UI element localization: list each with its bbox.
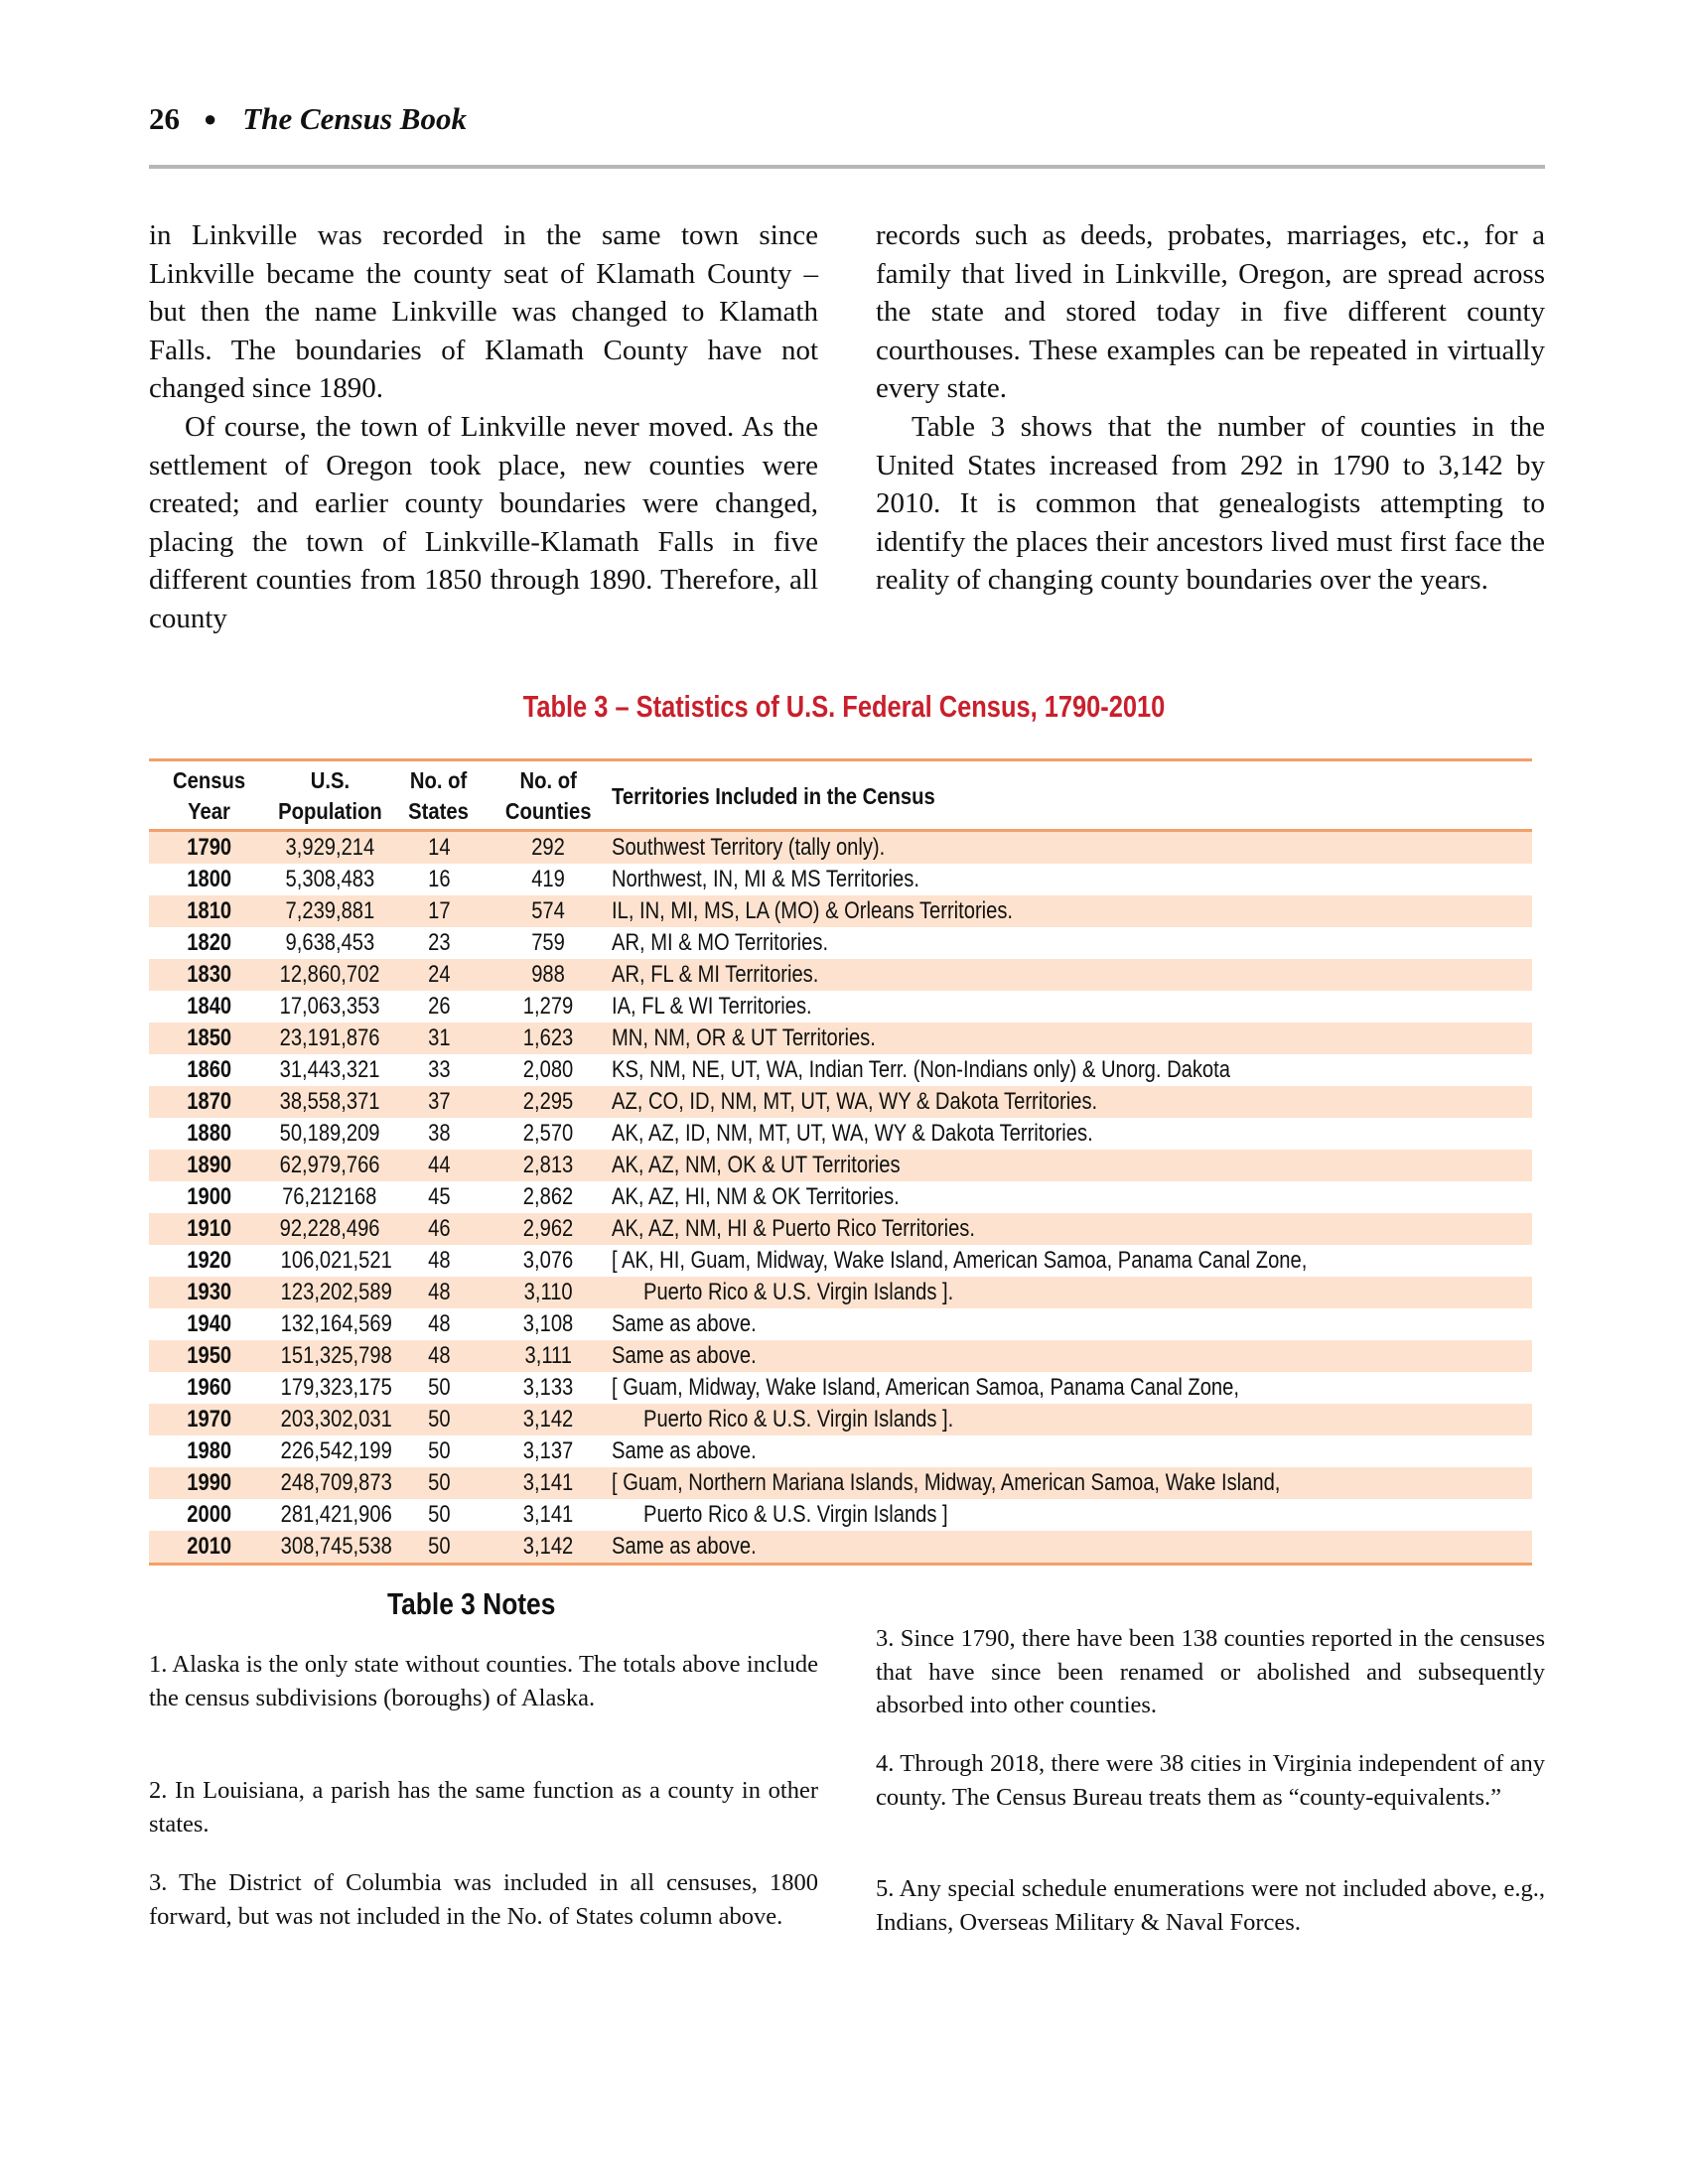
cell-states: 50 bbox=[427, 1374, 451, 1401]
table-row bbox=[149, 927, 1532, 959]
column-header-population: U.S. Population bbox=[270, 761, 389, 831]
note-left-2: 2. In Louisiana, a parish has the same function as a county in other states. bbox=[149, 1777, 818, 1838]
cell-territories: MN, NM, OR & UT Territories. bbox=[608, 1023, 1532, 1054]
table-row bbox=[149, 1340, 1532, 1372]
cell-counties: 3,141 bbox=[522, 1501, 574, 1528]
table-row bbox=[149, 864, 1532, 895]
cell-counties: 988 bbox=[489, 959, 608, 991]
cell-counties: 2,813 bbox=[489, 1150, 608, 1181]
body-column-left bbox=[149, 216, 818, 638]
cell-counties: 2,295 bbox=[489, 1086, 608, 1118]
cell-population: 106,021,521 bbox=[280, 1247, 392, 1274]
notes-title: Table 3 Notes bbox=[387, 1586, 556, 1621]
note-left-1: 1. Alaska is the only state without counties. The totals above include the census subdivisions (boroughs) of Alaska. bbox=[149, 1651, 818, 1711]
cell-population: 226,542,199 bbox=[280, 1437, 392, 1464]
cell-states: 48 bbox=[389, 1277, 489, 1308]
cell-territories: AK, AZ, NM, HI & Puerto Rico Territories. bbox=[608, 1213, 1532, 1245]
note-right-3: 5. Any special schedule enumerations were not included above, e.g., Indians, Overseas Military & Naval Forces. bbox=[876, 1875, 1545, 1936]
cell-territories: Puerto Rico & U.S. Virgin Islands ]. bbox=[608, 1404, 1532, 1435]
cell-states: 38 bbox=[427, 1120, 451, 1147]
cell-population: 179,323,175 bbox=[280, 1374, 392, 1401]
cell-states: 14 bbox=[389, 831, 489, 865]
cell-states: 50 bbox=[389, 1531, 489, 1563]
cell-population: 281,421,906 bbox=[280, 1501, 392, 1528]
cell-year: 1960 bbox=[187, 1374, 232, 1401]
cell-population: 31,443,321 bbox=[279, 1056, 380, 1083]
cell-year: 1840 bbox=[187, 993, 232, 1020]
cell-counties: 3,111 bbox=[489, 1340, 608, 1372]
cell-year: 1800 bbox=[187, 866, 232, 892]
body-paragraph: Table 3 shows that the number of counties in the United States increased from 292 in 1790 to 3,142 by 2010. It is common that genealogists attempting to identify the places their ancestors lived must first face the reality of changing county boundaries over the years. bbox=[876, 410, 1545, 597]
cell-population: 17,063,353 bbox=[279, 993, 380, 1020]
cell-states: 50 bbox=[389, 1404, 489, 1435]
cell-population: 76,212168 bbox=[282, 1183, 377, 1210]
running-header bbox=[149, 101, 467, 137]
column-header-counties: No. of Counties bbox=[489, 761, 608, 831]
cell-territories: AK, AZ, HI, NM & OK Territories. bbox=[612, 1183, 900, 1210]
cell-population: 248,709,873 bbox=[270, 1467, 389, 1499]
cell-population: 38,558,371 bbox=[270, 1086, 389, 1118]
cell-territories: AR, MI & MO Territories. bbox=[612, 929, 829, 956]
cell-states: 24 bbox=[389, 959, 489, 991]
bullet-separator: ● bbox=[204, 106, 217, 131]
cell-counties: 419 bbox=[531, 866, 565, 892]
cell-states: 37 bbox=[389, 1086, 489, 1118]
body-column-right bbox=[876, 216, 1545, 600]
cell-territories: IL, IN, MI, MS, LA (MO) & Orleans Territories. bbox=[608, 895, 1532, 927]
cell-territories: Same as above. bbox=[612, 1310, 757, 1337]
note-right-2: 4. Through 2018, there were 38 cities in Virginia independent of any county. The Census Bureau treats them as “county-equivalents.” bbox=[876, 1750, 1545, 1811]
header-rule bbox=[149, 165, 1545, 169]
table-row bbox=[149, 1372, 1532, 1404]
cell-states: 26 bbox=[427, 993, 451, 1020]
cell-states: 17 bbox=[389, 895, 489, 927]
cell-counties: 2,862 bbox=[522, 1183, 574, 1210]
census-table-frame bbox=[149, 758, 1532, 1566]
cell-territories: Puerto Rico & U.S. Virgin Islands ] bbox=[643, 1501, 948, 1528]
column-header-year: Census Year bbox=[149, 761, 270, 831]
cell-territories: AK, AZ, ID, NM, MT, UT, WA, WY & Dakota Territories. bbox=[612, 1120, 1093, 1147]
table-row bbox=[149, 1499, 1532, 1531]
table-row bbox=[149, 959, 1532, 991]
cell-year: 1980 bbox=[187, 1437, 232, 1464]
cell-territories: KS, NM, NE, UT, WA, Indian Terr. (Non-Indians only) & Unorg. Dakota bbox=[612, 1056, 1230, 1083]
cell-states: 46 bbox=[389, 1213, 489, 1245]
cell-counties: 3,133 bbox=[522, 1374, 574, 1401]
cell-states: 50 bbox=[427, 1501, 451, 1528]
cell-territories: Same as above. bbox=[612, 1437, 757, 1464]
table-row bbox=[149, 1531, 1532, 1563]
cell-year: 1970 bbox=[149, 1404, 270, 1435]
cell-counties: 2,962 bbox=[489, 1213, 608, 1245]
cell-population: 62,979,766 bbox=[270, 1150, 389, 1181]
table-row bbox=[149, 1181, 1532, 1213]
cell-states: 50 bbox=[427, 1437, 451, 1464]
cell-population: 132,164,569 bbox=[280, 1310, 392, 1337]
table-row bbox=[149, 1277, 1532, 1308]
cell-states: 48 bbox=[427, 1310, 451, 1337]
cell-territories: Puerto Rico & U.S. Virgin Islands ]. bbox=[608, 1277, 1532, 1308]
cell-population: 308,745,538 bbox=[270, 1531, 389, 1563]
cell-territories: Southwest Territory (tally only). bbox=[608, 831, 1532, 865]
cell-counties: 3,142 bbox=[489, 1531, 608, 1563]
note-right-1: 3. Since 1790, there have been 138 counties reported in the censuses that have since been renamed or abolished and subsequently absorbed into other counties. bbox=[876, 1625, 1545, 1718]
cell-counties: 1,623 bbox=[489, 1023, 608, 1054]
cell-year: 1930 bbox=[149, 1277, 270, 1308]
table-row bbox=[149, 1404, 1532, 1435]
table-row bbox=[149, 1150, 1532, 1181]
cell-territories: AZ, CO, ID, NM, MT, UT, WA, WY & Dakota Territories. bbox=[608, 1086, 1532, 1118]
cell-counties: 2,080 bbox=[522, 1056, 574, 1083]
cell-states: 23 bbox=[427, 929, 451, 956]
body-paragraph: Of course, the town of Linkville never moved. As the settlement of Oregon took place, new counties were created; and earlier county boundaries were changed, placing the town of Linkville-Klamath Falls in five different counties from 1850 through 1890. Therefore, all county bbox=[149, 410, 818, 634]
cell-states: 33 bbox=[427, 1056, 451, 1083]
cell-population: 151,325,798 bbox=[270, 1340, 389, 1372]
cell-year: 1790 bbox=[149, 831, 270, 865]
cell-year: 2010 bbox=[149, 1531, 270, 1563]
cell-counties: 2,570 bbox=[522, 1120, 574, 1147]
table-row bbox=[149, 991, 1532, 1023]
cell-territories: [ Guam, Northern Mariana Islands, Midway, American Samoa, Wake Island, bbox=[608, 1467, 1532, 1499]
cell-territories: Same as above. bbox=[608, 1340, 1532, 1372]
cell-year: 1890 bbox=[149, 1150, 270, 1181]
cell-year: 1810 bbox=[149, 895, 270, 927]
table-row bbox=[149, 1086, 1532, 1118]
table-row bbox=[149, 1118, 1532, 1150]
census-statistics-table bbox=[149, 761, 1532, 1563]
cell-population: 92,228,496 bbox=[270, 1213, 389, 1245]
cell-year: 1910 bbox=[149, 1213, 270, 1245]
cell-year: 1950 bbox=[149, 1340, 270, 1372]
cell-territories: Same as above. bbox=[608, 1531, 1532, 1563]
cell-counties: 759 bbox=[531, 929, 565, 956]
book-title: The Census Book bbox=[242, 101, 467, 136]
cell-year: 1830 bbox=[149, 959, 270, 991]
cell-year: 1940 bbox=[187, 1310, 232, 1337]
cell-states: 48 bbox=[389, 1340, 489, 1372]
cell-counties: 292 bbox=[489, 831, 608, 865]
table-row bbox=[149, 895, 1532, 927]
cell-year: 2000 bbox=[187, 1501, 232, 1528]
cell-year: 1880 bbox=[187, 1120, 232, 1147]
cell-counties: 3,141 bbox=[489, 1467, 608, 1499]
table-row bbox=[149, 1213, 1532, 1245]
cell-states: 31 bbox=[389, 1023, 489, 1054]
column-header-states: No. of States bbox=[389, 761, 489, 831]
cell-territories: IA, FL & WI Territories. bbox=[612, 993, 812, 1020]
cell-population: 9,638,453 bbox=[285, 929, 374, 956]
cell-territories: AR, FL & MI Territories. bbox=[608, 959, 1532, 991]
cell-states: 50 bbox=[389, 1467, 489, 1499]
body-paragraph: records such as deeds, probates, marriages, etc., for a family that lived in Linkville, Oregon, are spread across the state and stored today in five different county courthouses. These examples can be repeated in virtually every state. bbox=[876, 219, 1545, 405]
table-title: Table 3 – Statistics of U.S. Federal Census, 1790-2010 bbox=[522, 689, 1166, 724]
body-paragraph: in Linkville was recorded in the same town since Linkville became the county seat of Klamath County – but then the name Linkville was changed to Klamath Falls. The boundaries of Klamath County have not changed since 1890. bbox=[149, 219, 818, 405]
cell-year: 1860 bbox=[187, 1056, 232, 1083]
cell-year: 1900 bbox=[187, 1183, 232, 1210]
table-row bbox=[149, 1245, 1532, 1277]
table-header-row bbox=[149, 761, 1532, 831]
cell-states: 48 bbox=[427, 1247, 451, 1274]
cell-states: 16 bbox=[427, 866, 451, 892]
cell-population: 5,308,483 bbox=[285, 866, 374, 892]
cell-population: 12,860,702 bbox=[270, 959, 389, 991]
cell-counties: 3,142 bbox=[489, 1404, 608, 1435]
column-header-territories: Territories Included in the Census bbox=[608, 761, 1532, 831]
cell-year: 1820 bbox=[187, 929, 232, 956]
cell-counties: 1,279 bbox=[522, 993, 574, 1020]
cell-counties: 3,076 bbox=[522, 1247, 574, 1274]
table-row bbox=[149, 831, 1532, 865]
cell-population: 50,189,209 bbox=[279, 1120, 380, 1147]
table-row bbox=[149, 1054, 1532, 1086]
cell-counties: 3,137 bbox=[522, 1437, 574, 1464]
table-row bbox=[149, 1467, 1532, 1499]
cell-counties: 574 bbox=[489, 895, 608, 927]
cell-population: 123,202,589 bbox=[270, 1277, 389, 1308]
cell-population: 23,191,876 bbox=[270, 1023, 389, 1054]
table-row bbox=[149, 1023, 1532, 1054]
cell-states: 44 bbox=[389, 1150, 489, 1181]
table-row bbox=[149, 1435, 1532, 1467]
cell-territories: AK, AZ, NM, OK & UT Territories bbox=[608, 1150, 1532, 1181]
cell-population: 3,929,214 bbox=[270, 831, 389, 865]
cell-population: 203,302,031 bbox=[270, 1404, 389, 1435]
cell-territories: [ Guam, Midway, Wake Island, American Samoa, Panama Canal Zone, bbox=[612, 1374, 1239, 1401]
note-left-3: 3. The District of Columbia was included in all censuses, 1800 forward, but was not included in the No. of States column above. bbox=[149, 1869, 818, 1930]
page-number: 26 bbox=[149, 101, 180, 136]
cell-year: 1990 bbox=[149, 1467, 270, 1499]
cell-population: 7,239,881 bbox=[270, 895, 389, 927]
cell-territories: Northwest, IN, MI & MS Territories. bbox=[612, 866, 919, 892]
cell-counties: 3,108 bbox=[522, 1310, 574, 1337]
cell-year: 1920 bbox=[187, 1247, 232, 1274]
cell-states: 45 bbox=[427, 1183, 451, 1210]
cell-counties: 3,110 bbox=[489, 1277, 608, 1308]
cell-territories: [ AK, HI, Guam, Midway, Wake Island, American Samoa, Panama Canal Zone, bbox=[612, 1247, 1308, 1274]
cell-year: 1870 bbox=[149, 1086, 270, 1118]
cell-year: 1850 bbox=[149, 1023, 270, 1054]
table-row bbox=[149, 1308, 1532, 1340]
